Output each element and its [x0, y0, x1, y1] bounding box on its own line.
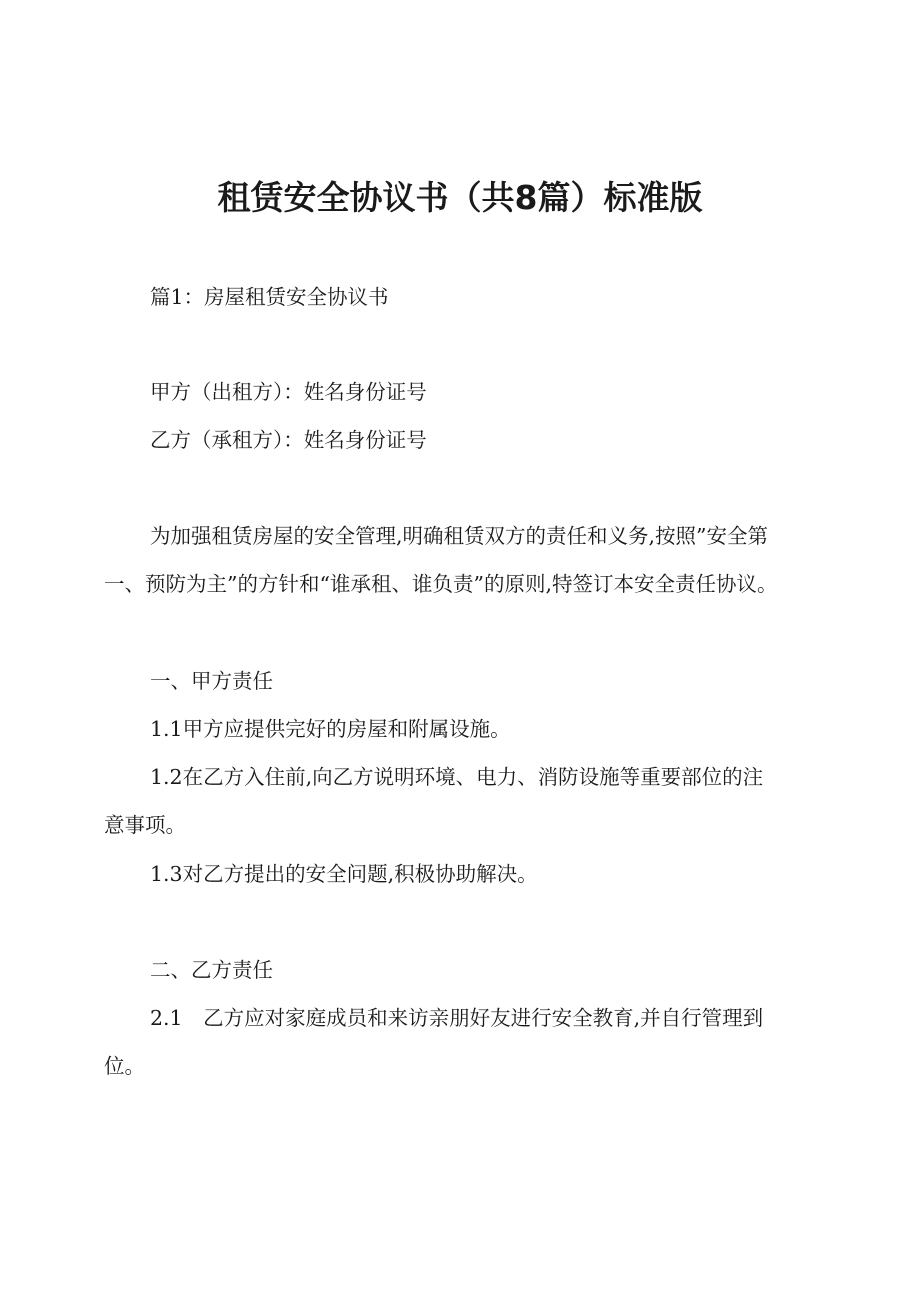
clause-1-2-line-2: 意事项。 — [104, 813, 186, 837]
section-2-heading: 二、乙方责任 — [150, 958, 273, 982]
clause-1-2-line-1: 1.2在乙方入住前,向乙方说明环境、电力、消防设施等重要部位的注 — [150, 765, 764, 789]
intro-paragraph-line-2: 一、预防为主”的方针和“谁承租、谁负责”的原则,特签订本安全责任协议。 — [104, 572, 778, 596]
clause-2-1-line-2: 位。 — [104, 1054, 145, 1078]
party-b-line: 乙方（承租方）：姓名身份证号 — [150, 428, 427, 452]
document-title: 租赁安全协议书（共8篇）标准版 — [217, 178, 703, 217]
clause-2-1-line-1: 2.1 乙方应对家庭成员和来访亲朋好友进行安全教育,并自行管理到 — [150, 1006, 764, 1030]
chapter-subtitle: 篇1：房屋租赁安全协议书 — [150, 285, 389, 309]
intro-paragraph-line-1: 为加强租赁房屋的安全管理,明确租赁双方的责任和义务,按照”安全第 — [150, 524, 769, 548]
party-a-line: 甲方（出租方）：姓名身份证号 — [150, 380, 427, 404]
section-1-heading: 一、甲方责任 — [150, 669, 273, 693]
clause-1-3: 1.3对乙方提出的安全问题,积极协助解决。 — [150, 862, 538, 886]
clause-1-1: 1.1甲方应提供完好的房屋和附属设施。 — [150, 717, 511, 741]
